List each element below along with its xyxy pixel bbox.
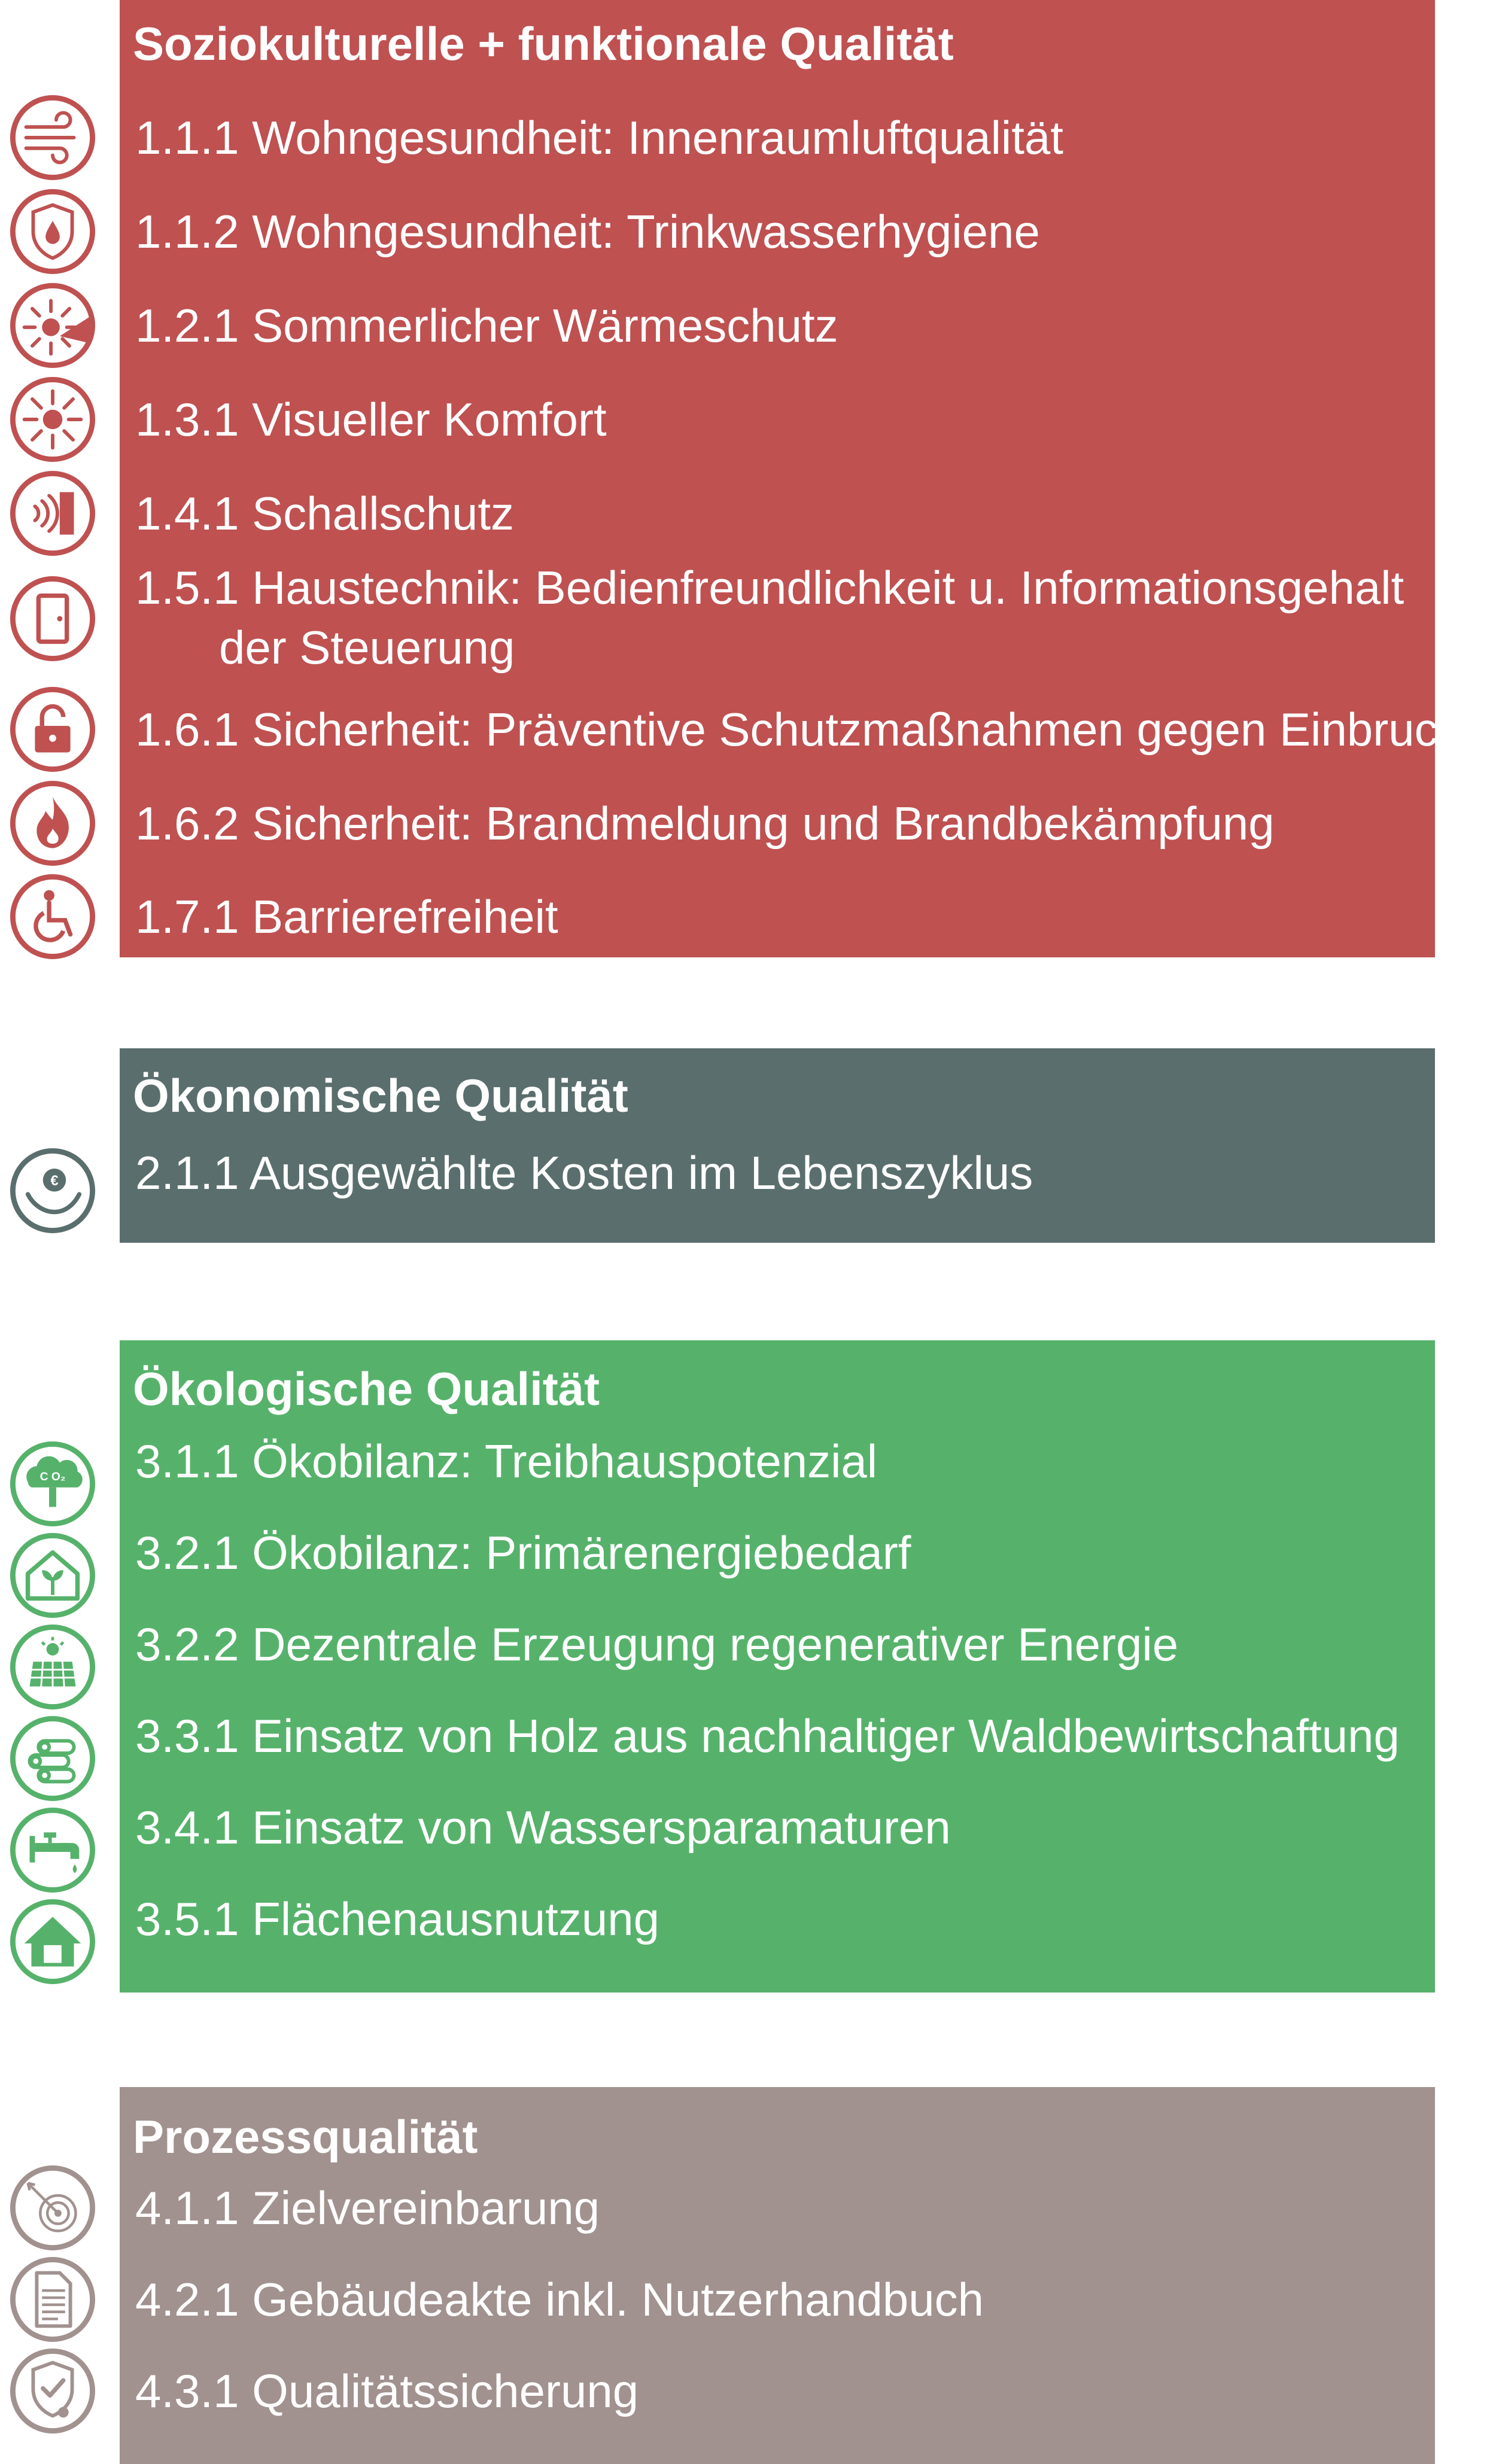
list-item-label: 1.5.1 Haustechnik: Bedienfreundlichkeit u. Informationsgehalt [135,561,1404,614]
section-prozess [120,2087,1435,2464]
list-item: 1.3.1 Visueller Komfort [135,393,607,446]
list-item: 4.2.1 Gebäudeakte inkl. Nutzerhandbuch [135,2273,984,2326]
wheelchair-icon [8,872,97,961]
list-item: 3.4.1 Einsatz von Wassersparamaturen [135,1801,951,1854]
list-item: 3.2.1 Ökobilanz: Primärenergiebedarf [135,1526,911,1579]
shield-water-icon [8,187,97,276]
section-heading: Prozessqualität [133,2110,478,2163]
list-item: 1.1.1 Wohngesundheit: Innenraumluftqualität [135,111,1063,164]
list-item: 4.3.1 Qualitätssicherung [135,2365,639,2417]
list-item: 1.2.1 Sommerlicher Wärmeschutz [135,299,838,352]
list-item-label-continuation: der Steuerung [219,621,515,674]
list-item: 1.7.1 Barrierefreiheit [135,890,558,943]
section-heading: Ökologische Qualität [133,1362,600,1415]
co2-tree-icon [8,1440,97,1528]
list-item: 1.4.1 Schallschutz [135,487,515,540]
wind-air-icon [8,93,97,182]
svg-text:€: € [50,1173,59,1190]
sun-heat-icon [8,281,97,370]
house-plant-icon [8,1531,97,1620]
list-item: 3.3.1 Einsatz von Holz aus nachhaltiger Waldbewirtschaftung [135,1709,1400,1762]
list-item: 1.1.2 Wohngesundheit: Trinkwasserhygiene [135,205,1040,258]
svg-text:C O₂: C O₂ [39,1471,66,1484]
list-item: 3.5.1 Flächenausnutzung [135,1893,659,1945]
section-soziokulturell [120,0,1464,957]
list-item: 4.1.1 Zielvereinbarung [135,2182,600,2234]
shield-check-icon [8,2347,97,2435]
list-item [135,558,1422,677]
target-arrow-icon [8,2164,97,2252]
list-item: 1.6.2 Sicherheit: Brandmeldung und Brandbekämpfung [135,797,1275,850]
section-heading: Ökonomische Qualität [133,1069,628,1122]
section-heading: Soziokulturelle + funktionale Qualität [133,17,954,70]
flame-icon [8,779,97,868]
list-item: 3.1.1 Ökobilanz: Treibhauspotenzial [135,1435,878,1487]
timber-logs-icon [8,1714,97,1803]
sound-wall-icon [8,469,97,558]
control-panel-icon [8,574,97,663]
list-item: 2.1.1 Ausgewählte Kosten im Lebenszyklus [135,1146,1033,1199]
padlock-icon [8,685,97,774]
sun-light-icon [8,375,97,464]
water-tap-icon [8,1806,97,1894]
list-item: 3.2.2 Dezentrale Erzeugung regenerativer Energie [135,1618,1179,1671]
house-area-icon [8,1897,97,1986]
section-oekonomisch [120,1048,1435,1243]
hand-euro-coin-icon [8,1146,97,1235]
list-item: 1.6.1 Sicherheit: Präventive Schutzmaßnahmen gegen Einbruch [135,703,1464,756]
document-icon [8,2255,97,2344]
solar-panel-icon [8,1623,97,1711]
section-oekologisch [120,1340,1435,1993]
